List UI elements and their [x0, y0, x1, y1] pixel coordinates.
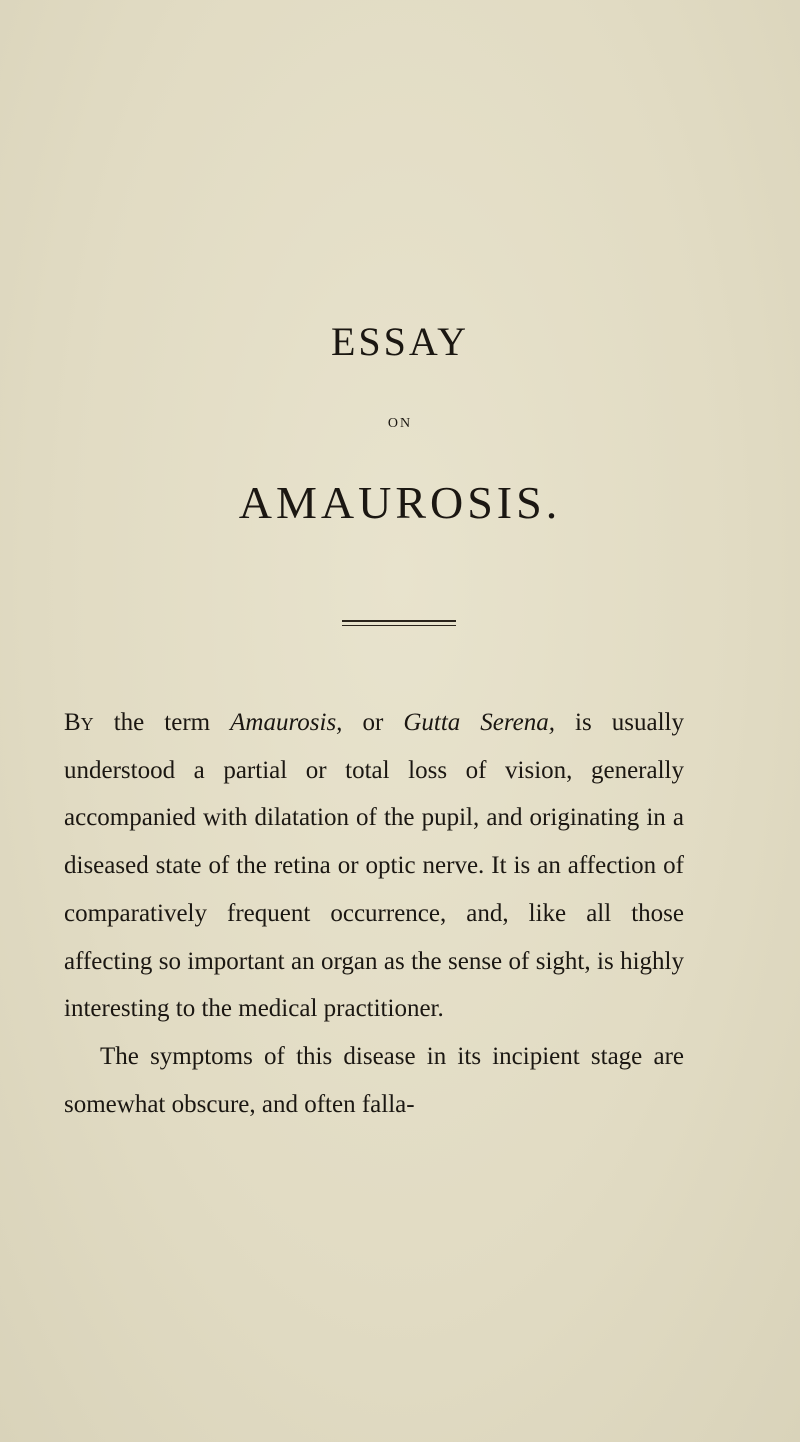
heading-on: ON	[387, 416, 413, 431]
paragraph-2: The symptoms of this disease in its incipient stage are somewhat obscure, and often falla-	[64, 1042, 684, 1118]
text-segment: or	[342, 709, 404, 736]
text-segment: is usually understood a partial or total loss of vision, generally accompanied with dilatation of the pupil, and originating in a diseased state of the retina or optic nerve. It is an affection of comparatively frequent occurrence, and, like all those affecting so important an organ as the sense of sight, is highly interesting to the medical practitioner.	[64, 709, 684, 1023]
text-segment: the term	[93, 709, 231, 736]
lead-word: By	[64, 709, 94, 736]
body-text	[64, 699, 684, 1128]
double-rule-divider	[342, 620, 456, 626]
heading-essay: ESSAY	[330, 319, 470, 364]
heading-title: AMAUROSIS.	[238, 477, 562, 528]
italic-term-gutta-serena: Gutta Serena,	[403, 709, 556, 736]
italic-term-amaurosis: Amaurosis,	[230, 709, 343, 736]
paragraph-1	[64, 699, 684, 1033]
